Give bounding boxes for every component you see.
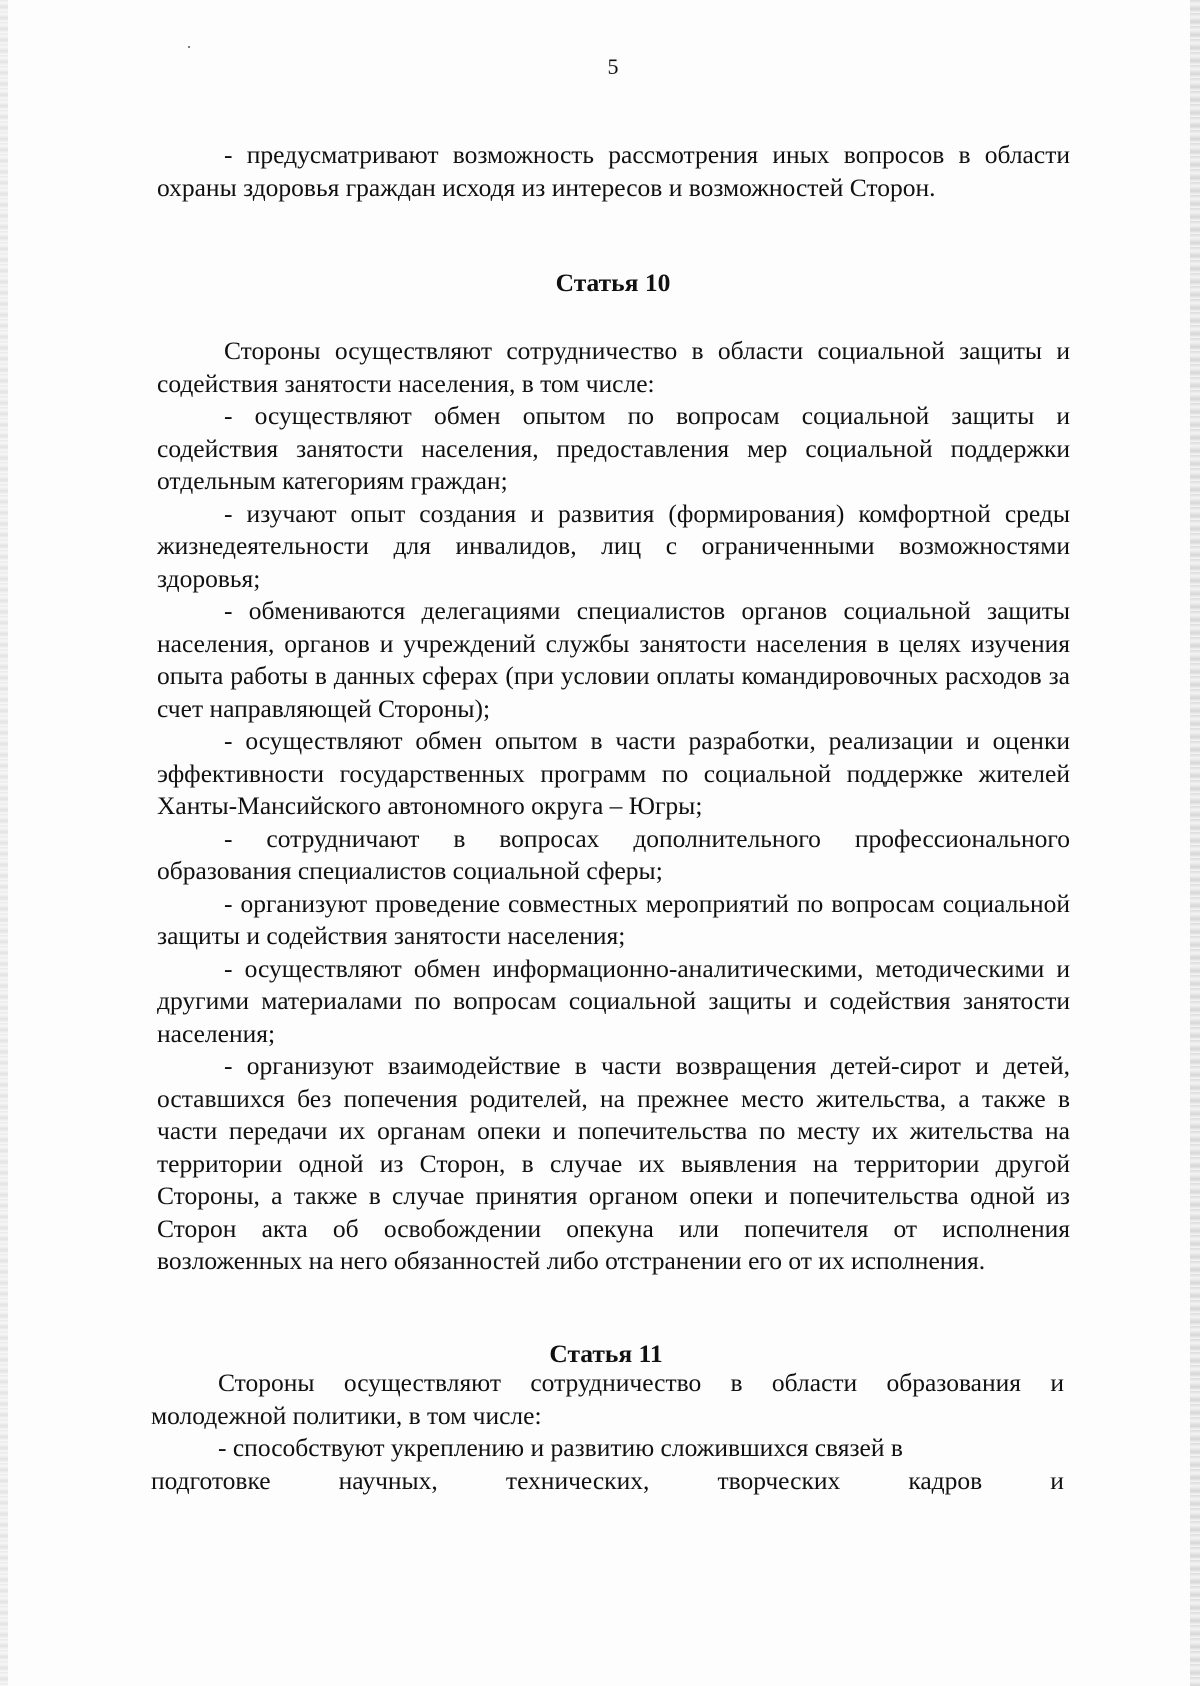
- word: подготовке: [151, 1465, 271, 1495]
- word: кадров: [908, 1465, 983, 1495]
- list-item: - сотрудничают в вопросах дополнительного профессионального образования специалистов социальной сферы;: [157, 823, 1070, 885]
- list-item-continuation: [151, 1465, 1064, 1498]
- list-item: - организуют взаимодействие в части возвращения детей-сирот и детей, оставшихся без попечения родителей, на прежнее место жительства, а также в части передачи их органам опеки и попечительства по месту их жительства на территории одной из Сторон, в случае их выявления на территории другой Стороны, а также в случае принятия органом опеки и попечительства одной из Сторон акта об освобождении опекуна или попечителя от исполнения возложенных на него обязанностей либо отстранении его от их исполнения.: [157, 1051, 1070, 1275]
- paragraph: - предусматривают возможность рассмотрения иных вопросов в области охраны здоровья граждан исходя из интересов и возможностей Сторон.: [157, 140, 1070, 202]
- list-item: - организуют проведение совместных мероприятий по вопросам социальной защиты и содействия занятости населения;: [157, 888, 1070, 950]
- page-number: 5: [607, 54, 619, 79]
- intro-section: [157, 139, 1070, 204]
- list-item: - обмениваются делегациями специалистов органов социальной защиты населения, органов и учреждений службы занятости населения в целях изучения опыта работы в данных сферах (при условии оплаты командировочных расходов за счет направляющей Стороны);: [157, 596, 1070, 723]
- article-10-heading: Статья 10: [555, 268, 671, 297]
- scan-edge-right: [1190, 0, 1200, 1686]
- word: и: [1050, 1465, 1064, 1495]
- scan-speck: [188, 46, 190, 48]
- list-item: - изучают опыт создания и развития (формирования) комфортной среды жизнедеятельности для инвалидов, лиц с ограниченными возможностями здоровья;: [157, 498, 1070, 593]
- paragraph: Стороны осуществляют сотрудничество в области социальной защиты и содействия занятости населения, в том числе:: [157, 336, 1070, 398]
- list-item: - осуществляют обмен опытом в части разработки, реализации и оценки эффективности государственных программ по социальной поддержке жителей Ханты-Мансийского автономного округа – Югры;: [157, 726, 1070, 820]
- article-11-body: [151, 1367, 1064, 1497]
- article-10-body: [157, 335, 1070, 1278]
- paragraph: Стороны осуществляют сотрудничество в области образования и молодежной политики, в том числе:: [151, 1368, 1064, 1430]
- list-item: - способствуют укреплению и развитию сложившихся связей в: [218, 1433, 903, 1462]
- list-item: - осуществляют обмен информационно-аналитическими, методическими и другими материалами по вопросам социальной защиты и содействия занятости населения;: [157, 953, 1070, 1048]
- article-11-heading: Статья 11: [549, 1339, 663, 1368]
- word: творческих: [717, 1465, 841, 1495]
- word: технических,: [505, 1465, 650, 1495]
- list-item: - осуществляют обмен опытом по вопросам социальной защиты и содействия занятости населения, предоставления мер социальной поддержки отдельным категориям граждан;: [157, 401, 1070, 495]
- scan-edge-left: [0, 0, 8, 1686]
- word: научных,: [338, 1465, 438, 1495]
